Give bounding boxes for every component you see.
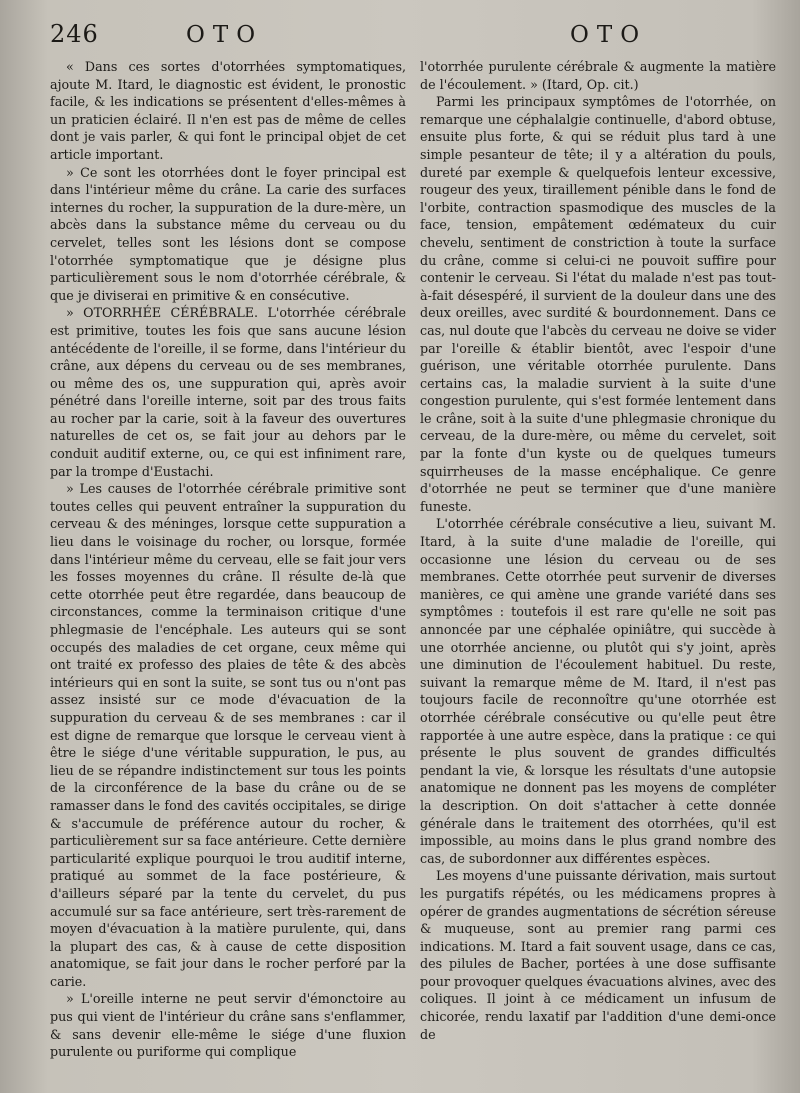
paragraph: » L'oreille interne ne peut servir d'émonctoire au pus qui vient de l'intérieur du crâne sans s'enflammer, & sans devenir elle-même le siége d'une fluxion purulente ou puriforme qui complique <box>50 991 406 1060</box>
paragraph: » Ce sont les otorrhées dont le foyer principal est dans l'intérieur même du crâne. La carie des surfaces internes du rocher, la suppuration de la dure-mère, un abcès dans la substance même du cerveau ou du cervelet, telles sont les lésions dont se compose l'otorrhée symptomatique que je désigne plus particulièrement sous le nom d'otorrhée cérébrale, & que je diviserai en primitive & en consécutive. <box>50 164 406 303</box>
paragraph: l'otorrhée purulente cérébrale & augmente la matière de l'écoulement. » (Itard, Op. cit.) <box>420 59 776 92</box>
text-columns <box>50 58 776 1093</box>
paragraph: L'otorrhée cérébrale consécutive a lieu, suivant M. Itard, à la suite d'une maladie de l'oreille, qui occasionne une lésion du cerveau ou de ses membranes. Cette otorrhée peut survenir de diverses manières, ce qui amène une grande variété dans ses symptômes : toutefois il est rare qu'elle ne soit pas annoncée par une céphalée opiniâtre, qui succède à une otorrhée ancienne, ou plutôt qui s'y joint, après une diminution de l'écoulement habituel. Du reste, suivant la remarque même de M. Itard, il n'est pas toujours facile de reconnoître qu'une otorrhée est otorrhée cérébrale consécutive ou qu'elle peut être rapportée à une autre espèce, dans la pratique : ce qui présente le plus souvent de grandes difficultés pendant la vie, & lorsque les résultats d'une autopsie anatomique ne donnent pas les moyens de compléter la description. On doit s'attacher à cette donnée générale dans le traitement des otorrhées, qu'il est impossible, au moins dans le plus grand nombre des cas, de subordonner aux différentes espèces. <box>420 516 776 866</box>
running-head-right: OTO <box>570 22 648 48</box>
left-column <box>50 58 406 1093</box>
paragraph: Parmi les principaux symptômes de l'otorrhée, on remarque une céphalalgie continuelle, d'abord obtuse, ensuite plus forte, & qui se réduit plus tard à une simple pesanteur de tête; il y a altération du pouls, dureté par exemple & quelquefois lenteur excessive, rougeur des yeux, tiraillement pénible dans le fond de l'orbite, contraction spasmodique des muscles de la face, tension, empâtement œdémateux du cuir chevelu, sentiment de constriction à toute la surface du crâne, comme si celui-ci ne pouvoit suffire pour contenir le cerveau. Si l'état du malade n'est pas tout-à-fait désespéré, il survient de la douleur dans une des deux oreilles, avec surdité & bourdonnement. Dans ce cas, nul doute que l'abcès du cerveau ne doive se vider par l'oreille & établir bientôt, avec l'espoir d'une guérison, une véritable otorrhée purulente. Dans certains cas, la maladie survient à la suite d'une congestion purulente, qui s'est formée lentement dans le crâne, soit à la suite d'une phlegmasie chronique du cerveau, de la dure-mère, ou même du cervelet, soit par la fonte d'un kyste ou de quelques tumeurs squirrheuses de la masse encéphalique. Ce genre d'otorrhée ne peut se terminer que d'une manière funeste. <box>420 94 776 514</box>
paragraph: Les moyens d'une puissante dérivation, mais surtout les purgatifs répétés, ou les médicamens propres à opérer de grandes augmentations de sécrétion séreuse & muqueuse, sont au premier rang parmi ces indications. M. Itard a fait souvent usage, dans ce cas, des pilules de Bacher, portées à une dose suffisante pour provoquer quelques évacuations alvines, avec des coliques. Il joint à ce médicament un infusum de chicorée, rendu laxatif par l'addition d'une demi-once de <box>420 868 776 1042</box>
running-head-left: OTO <box>186 22 264 48</box>
paragraph: » OTORRHÉE CÉRÉBRALE. L'otorrhée cérébrale est primitive, toutes les fois que sans aucune lésion antécédente de l'oreille, il se forme, dans l'intérieur du crâne, aux dépens du cerveau ou de ses membranes, ou même des os, une suppuration qui, après avoir pénétré dans l'oreille interne, soit par des trous faits au rocher par la carie, soit à la faveur des ouvertures naturelles de cet os, se fait jour au dehors par le conduit auditif externe, ou, ce qui est infiniment rare, par la trompe d'Eustachi. <box>50 305 406 479</box>
page-number: 246 <box>50 20 99 48</box>
right-column <box>420 58 776 1093</box>
page-header <box>50 18 776 58</box>
paragraph: » Les causes de l'otorrhée cérébrale primitive sont toutes celles qui peuvent entraîner la suppuration du cerveau & des méninges, lorsque cette suppuration a lieu dans le voisinage du rocher, ou lorsque, formée dans l'intérieur même du cerveau, elle se fait jour vers les fosses moyennes du crâne. Il résulte de-là que cette otorrhée peut être regardée, dans beaucoup de circonstances, comme la terminaison critique d'une phlegmasie de l'encéphale. Les auteurs qui se sont occupés des maladies de cet organe, ceux même qui ont traité ex professo des plaies de tête & des abcès intérieurs qui en sont la suite, se sont tus ou n'ont pas assez insisté sur ce mode d'évacuation de la suppuration du cerveau & de ses membranes : car il est digne de remarque que lorsque le cerveau vient à être le siége d'une véritable suppuration, le pus, au lieu de se répandre indistinctement sur tous les points de la circonférence de la base du crâne ou de se ramasser dans le fond des cavités occipitales, se dirige & s'accumule de préférence autour du rocher, & particulièrement sur sa face antérieure. Cette dernière particularité explique pourquoi le trou auditif interne, pratiqué au sommet de la face postérieure, & d'ailleurs séparé par la tente du cervelet, du pus accumulé sur sa face antérieure, sert très-rarement de moyen d'évacuation à la matière purulente, qui, dans la plupart des cas, & à cause de cette disposition anatomique, se fait jour dans le rocher perforé par la carie. <box>50 481 406 989</box>
paragraph: « Dans ces sortes d'otorrhées symptomatiques, ajoute M. Itard, le diagnostic est évident, le pronostic facile, & les indications se présentent d'elles-mêmes à un praticien éclairé. Il n'en est pas de même de celles dont je vais parler, & qui font le principal objet de cet article important. <box>50 59 406 162</box>
